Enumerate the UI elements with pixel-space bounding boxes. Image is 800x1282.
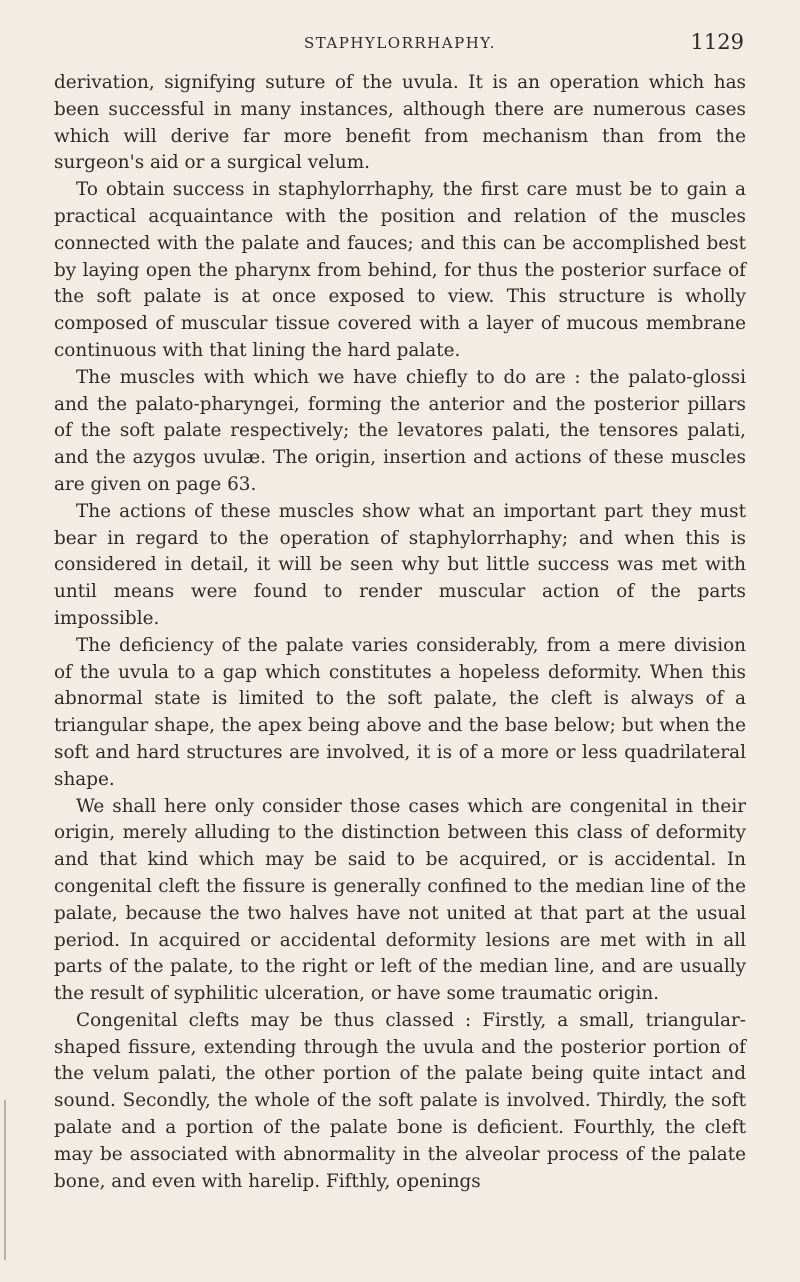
body-text (54, 70, 746, 1195)
paragraph-6: We shall here only consider those cases which are congenital in their origin, merely alluding to the distinction between this class of deformity and that kind which may be said to be acquired, or is accidental. In congenital cleft the fissure is generally confined to the median line of the palate, because the two halves have not united at that part at the usual period. In acquired or accidental deformity lesions are met with in all parts of the palate, to the right or left of the median line, and are usually the result of syphilitic ulceration, or have some traumatic origin. (54, 795, 746, 1005)
running-head: STAPHYLORRHAPHY. (303, 34, 497, 52)
paragraph-3: The muscles with which we have chiefly to do are : the palato-glossi and the palato-pharyngei, forming the anterior and the posterior pillars of the soft palate respectively; the levatores palati, the tensores palati, and the azygos uvulæ. The origin, insertion and actions of these muscles are given on page 63. (54, 366, 746, 495)
paragraph-7: Congenital clefts may be thus classed : Firstly, a small, triangular-shaped fissure, extending through the uvula and the posterior portion of the velum palati, the other portion of the palate being quite intact and sound. Secondly, the whole of the soft palate is involved. Thirdly, the soft palate and a portion of the palate bone is deficient. Fourthly, the cleft may be associated with abnormality in the alveolar process of the palate bone, and even with harelip. Fifthly, openings (54, 1009, 746, 1192)
paragraph-1: derivation, signifying suture of the uvula. It is an operation which has been successful in many instances, although there are numerous cases which will derive far more benefit from mechanism than from the surgeon's aid or a surgical velum. (54, 72, 746, 174)
page-edge-shadow (4, 1100, 6, 1260)
paragraph-5: The deficiency of the palate varies considerably, from a mere division of the uvula to a gap which constitutes a hopeless deformity. When this abnormal state is limited to the soft palate, the cleft is always of a triangular shape, the apex being above and the base below; but when the soft and hard structures are involved, it is of a more or less quadrilateral shape. (54, 634, 746, 790)
paragraph-2: To obtain success in staphylorrhaphy, the first care must be to gain a practical acquaintance with the position and relation of the muscles connected with the palate and fauces; and this can be accomplished best by laying open the pharynx from behind, for thus the posterior surface of the soft palate is at once exposed to view. This structure is wholly composed of muscular tissue covered with a layer of mucous membrane continuous with that lining the hard palate. (54, 179, 746, 361)
page-header (54, 30, 746, 64)
paragraph-4: The actions of these muscles show what an important part they must bear in regard to the operation of staphylorrhaphy; and when this is considered in detail, it will be seen why but little success was met with until means were found to render muscular action of the parts impossible. (54, 500, 746, 629)
page-number: 1129 (690, 30, 744, 54)
